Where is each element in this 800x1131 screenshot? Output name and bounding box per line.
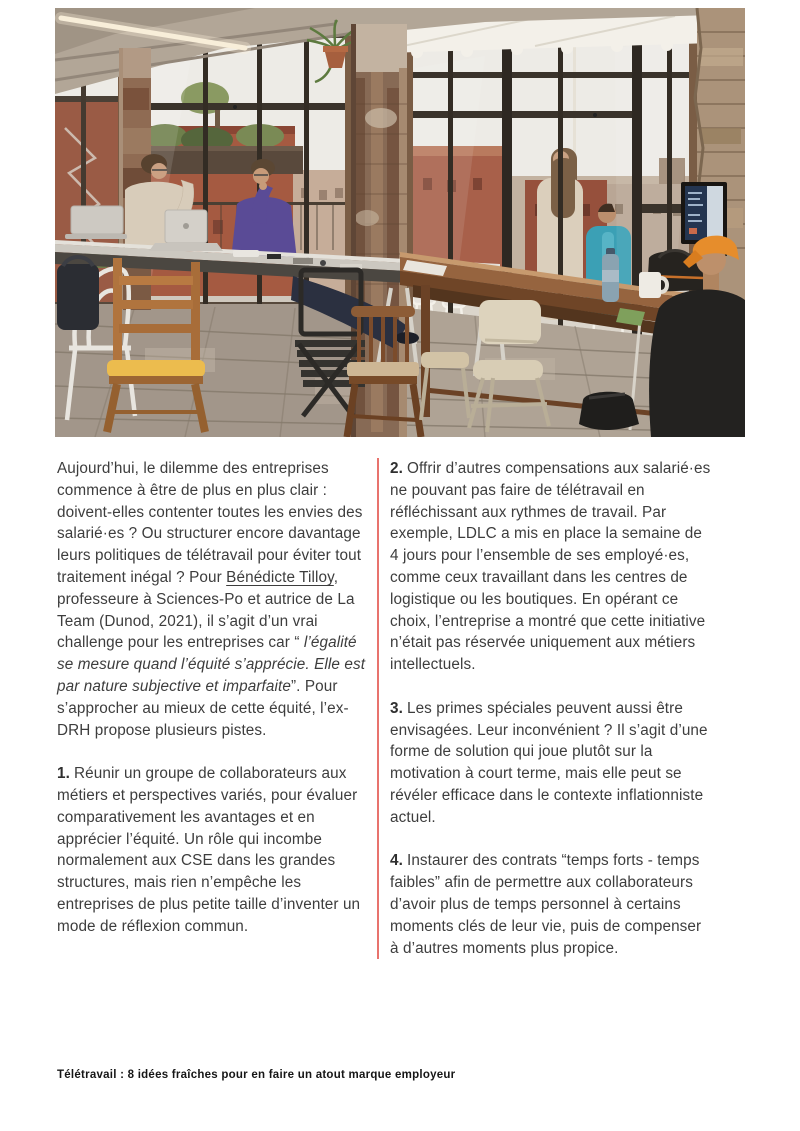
item-4-text: Instaurer des contrats “temps forts - temps faibles” afin de permettre aux collaborateurs d’avoir plus de temps personnel à certains moments clés de leur vie, puis de compenser à d’autres moments plus propice. (390, 852, 702, 957)
water-bottle (602, 248, 619, 302)
article-item-2 (390, 458, 712, 676)
dark-bag-left (57, 257, 99, 330)
backpack-on-floor (579, 392, 639, 430)
coworking-loft-photo (55, 8, 745, 437)
column-left (57, 458, 369, 959)
benedicte-tilloy-link[interactable]: Bénédicte Tilloy (226, 568, 334, 586)
item-1-text: Réunir un groupe de collaborateurs aux métiers et perspectives variés, pour évaluer comparativement les avantages et en apprécier l’équité. Un rôle qui incombe normalement aux CSE dans les grandes structures, mais rien n’empêche les entreprises de plus petite taille d’inventer un mode de réflexion commun. (57, 765, 361, 935)
article-item-3 (390, 698, 712, 829)
item-3-number: 3. (390, 699, 403, 717)
item-2-number: 2. (390, 460, 403, 477)
article-item-1 (57, 763, 369, 937)
intro-text-1: Aujourd’hui, le dilemme des entreprises commence à être de plus en plus clair : doivent-elles contenter toutes les envies des salarié·es ? Ou structurer encore davantage leurs politiques de télétravail pour éviter tout traitement inégal ? Pour (57, 460, 363, 586)
item-4-number: 4. (390, 852, 403, 870)
page-footer-title: Télétravail : 8 idées fraîches pour en faire un atout marque employeur (57, 1069, 456, 1081)
intro-quote: l’égalité se mesure quand l’équité s’apprécie. Elle est par nature subjective et imparfaite (57, 634, 366, 695)
macbook-left (65, 206, 127, 239)
photo-illustration (55, 8, 745, 437)
item-1-number: 1. (57, 765, 70, 783)
item-2-text: Offrir d’autres compensations aux salarié·es ne pouvant pas faire de télétravail en réfléchissant aux rythmes de travail. Par exemple, LDLC a mis en place la semaine de 4 jours pour l’ensemble de ses employé·es, comme ceux travaillant dans les centres de logistique ou les boutiques. En opérant ce choix, l’entreprise a montré que cette initiative n’était pas réservée uniquement aux métiers intellectuels. (390, 460, 711, 674)
intro-paragraph (57, 458, 369, 741)
intro-text-2: , professeure à Sciences-Po et autrice de La Team (Dunod, 2021), il s’agit d’un vrai challenge pour les entreprises car “ (57, 568, 355, 652)
item-3-text: Les primes spéciales peuvent aussi être envisagées. Leur inconvénient ? Il s’agit d’une forme de solution qui joue plutôt sur la motivation à court terme, mais elle peut se révéler efficace dans le contexte inflationniste actuel. (390, 699, 708, 826)
column-right (390, 458, 712, 959)
article-item-4 (390, 850, 712, 959)
column-divider (377, 458, 379, 959)
intro-text-3: ”. Pour s’approcher au mieux de cette équité, l’ex-DRH propose plusieurs pistes. (57, 677, 349, 739)
article-body (57, 458, 713, 959)
